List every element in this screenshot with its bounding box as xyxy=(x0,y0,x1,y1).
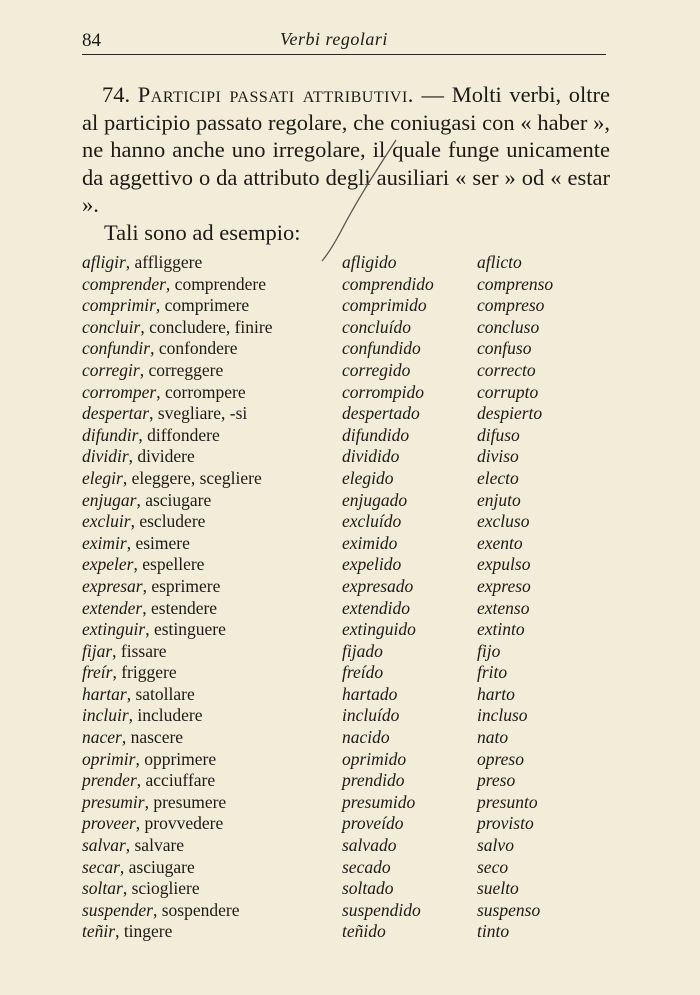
italian-translation: comprendere xyxy=(174,273,267,294)
verb-row xyxy=(82,705,622,727)
regular-participle: oprimido xyxy=(342,748,407,769)
verb-row xyxy=(82,554,622,576)
regular-participle: difundido xyxy=(342,424,410,445)
italian-translation: provvedere xyxy=(144,813,224,834)
regular-participle: teñido xyxy=(342,921,386,942)
spanish-infinitive: expeler xyxy=(82,554,134,575)
italian-translation: sospendere xyxy=(161,899,240,920)
regular-participle: dividido xyxy=(342,446,400,467)
infinitive-cell: enjugar, asciugare xyxy=(82,489,212,510)
verb-row xyxy=(82,641,622,663)
irregular-participle: extinto xyxy=(477,619,525,640)
regular-participle: presumido xyxy=(342,791,416,812)
italian-translation: tingere xyxy=(123,921,173,942)
italian-translation: affliggere xyxy=(134,252,203,272)
infinitive-cell: eximir, esimere xyxy=(82,532,190,553)
regular-participle: hartado xyxy=(342,683,398,704)
verb-row xyxy=(82,360,622,382)
irregular-participle: corrupto xyxy=(477,381,539,402)
italian-translation: diffondere xyxy=(147,424,220,445)
verb-row xyxy=(82,576,622,598)
irregular-participle: expreso xyxy=(477,575,531,596)
regular-participle: suspendido xyxy=(342,899,421,920)
page-number: 84 xyxy=(82,30,101,51)
infinitive-cell: confundir, confondere xyxy=(82,338,238,359)
irregular-participle: diviso xyxy=(477,446,519,467)
irregular-participle: tinto xyxy=(477,921,510,942)
regular-participle: extinguido xyxy=(342,619,416,640)
spanish-infinitive: corregir xyxy=(82,359,140,380)
spanish-infinitive: excluir xyxy=(82,511,131,532)
regular-participle: freído xyxy=(342,662,384,683)
spanish-infinitive: nacer xyxy=(82,727,122,748)
infinitive-cell: suspender, sospendere xyxy=(82,899,240,920)
verb-row xyxy=(82,252,622,274)
irregular-participle: nato xyxy=(477,727,509,748)
irregular-participle: preso xyxy=(477,770,516,791)
infinitive-cell: corregir, correggere xyxy=(82,359,224,380)
spanish-infinitive: hartar xyxy=(82,683,127,704)
verb-row xyxy=(82,274,622,296)
spanish-infinitive: dividir xyxy=(82,446,129,467)
spanish-infinitive: freír xyxy=(82,662,113,683)
infinitive-cell: proveer, provvedere xyxy=(82,813,224,834)
italian-translation: nascere xyxy=(130,727,184,748)
verb-row xyxy=(82,684,622,706)
pen-mark-annotation xyxy=(318,138,398,263)
verb-row xyxy=(82,813,622,835)
irregular-participle: extenso xyxy=(477,597,530,618)
irregular-participle: confuso xyxy=(477,338,532,359)
heading-dash: — xyxy=(413,82,452,107)
spanish-infinitive: incluir xyxy=(82,705,129,726)
regular-participle: secado xyxy=(342,856,391,877)
infinitive-cell: freír, friggere xyxy=(82,662,177,683)
spanish-infinitive: extinguir xyxy=(82,619,146,640)
regular-participle: expelido xyxy=(342,554,402,575)
spanish-infinitive: prender xyxy=(82,770,137,791)
italian-translation: salvare xyxy=(134,835,185,856)
regular-participle: corregido xyxy=(342,359,411,380)
spanish-infinitive: difundir xyxy=(82,424,139,445)
page-header xyxy=(82,26,606,55)
spanish-infinitive: eximir xyxy=(82,532,127,553)
infinitive-cell: expeler, espellere xyxy=(82,554,205,575)
verb-row xyxy=(82,338,622,360)
regular-participle: salvado xyxy=(342,835,397,856)
infinitive-cell: salvar, salvare xyxy=(82,835,185,856)
regular-participle: despertado xyxy=(342,403,420,424)
regular-participle: enjugado xyxy=(342,489,408,510)
regular-participle: expresado xyxy=(342,575,414,596)
irregular-participle: frito xyxy=(477,662,508,683)
verb-row xyxy=(82,295,622,317)
verb-row xyxy=(82,511,622,533)
spanish-infinitive: confundir xyxy=(82,338,151,359)
irregular-participle: electo xyxy=(477,467,519,488)
regular-participle: soltado xyxy=(342,878,394,899)
italian-translation: correggere xyxy=(148,359,224,380)
regular-participle: excluído xyxy=(342,511,402,532)
irregular-participle: harto xyxy=(477,683,515,704)
spanish-infinitive: corromper xyxy=(82,381,157,402)
infinitive-cell: incluir, includere xyxy=(82,705,203,726)
italian-translation: eleggere, scegliere xyxy=(131,467,262,488)
irregular-participle: difuso xyxy=(477,424,520,445)
infinitive-cell: comprimir, comprimere xyxy=(82,295,250,316)
infinitive-cell: secar, asciugare xyxy=(82,856,195,877)
infinitive-cell: dividir, dividere xyxy=(82,446,195,467)
italian-translation: espellere xyxy=(142,554,205,575)
regular-participle: extendido xyxy=(342,597,411,618)
verb-list xyxy=(82,252,622,943)
infinitive-cell: extender, estendere xyxy=(82,597,218,618)
regular-participle: comprendido xyxy=(342,273,434,294)
italian-translation: confondere xyxy=(158,338,238,359)
regular-participle: comprimido xyxy=(342,295,427,316)
regular-participle: nacido xyxy=(342,727,390,748)
verb-row xyxy=(82,533,622,555)
spanish-infinitive: presumir xyxy=(82,791,145,812)
section-heading: Participi passati attributivi. xyxy=(137,82,414,107)
infinitive-cell: extinguir, estinguere xyxy=(82,619,226,640)
verb-row xyxy=(82,619,622,641)
spanish-infinitive: proveer xyxy=(82,813,136,834)
irregular-participle: seco xyxy=(477,856,509,877)
infinitive-cell: soltar, sciogliere xyxy=(82,878,200,899)
irregular-participle: comprenso xyxy=(477,273,554,294)
infinitive-cell: corromper, corrompere xyxy=(82,381,246,402)
verb-row xyxy=(82,727,622,749)
spanish-infinitive: fijar xyxy=(82,640,113,661)
italian-translation: acciuffare xyxy=(145,770,216,791)
italian-translation: satollare xyxy=(135,683,195,704)
spanish-infinitive: elegir xyxy=(82,467,123,488)
spanish-infinitive: teñir xyxy=(82,921,116,942)
spanish-infinitive: soltar xyxy=(82,878,123,899)
regular-participle: corrompido xyxy=(342,381,424,402)
infinitive-cell: comprender, comprendere xyxy=(82,273,267,294)
italian-translation: opprimere xyxy=(144,748,217,769)
infinitive-cell: despertar, svegliare, -si xyxy=(82,403,248,424)
infinitive-cell: nacer, nascere xyxy=(82,727,184,748)
irregular-participle: exento xyxy=(477,532,523,553)
infinitive-cell: hartar, satollare xyxy=(82,683,195,704)
verb-row xyxy=(82,770,622,792)
regular-participle: fijado xyxy=(342,640,383,661)
verb-row xyxy=(82,878,622,900)
spanish-infinitive: secar xyxy=(82,856,120,877)
verb-row xyxy=(82,425,622,447)
verb-row xyxy=(82,749,622,771)
verb-row xyxy=(82,382,622,404)
infinitive-cell: teñir, tingere xyxy=(82,921,173,942)
spanish-infinitive: salvar xyxy=(82,835,126,856)
infinitive-cell: concluir, concludere, finire xyxy=(82,316,273,337)
spanish-infinitive: concluir xyxy=(82,316,141,337)
verb-row xyxy=(82,468,622,490)
spanish-infinitive: oprimir xyxy=(82,748,136,769)
italian-translation: presumere xyxy=(153,791,227,812)
italian-translation: svegliare, -si xyxy=(157,403,248,424)
section-number: 74. xyxy=(102,82,131,107)
verb-row xyxy=(82,317,622,339)
regular-participle: proveído xyxy=(342,813,404,834)
section-body: Molti verbi, oltre al participio passato regolare, che coniugasi con « haber », ne hanno anche uno irregolare, il quale funge unicamente da aggettivo o da attributo degli ausiliari « ser » od « estar ». xyxy=(82,82,611,217)
regular-participle: elegido xyxy=(342,467,394,488)
irregular-participle: despierto xyxy=(477,403,543,424)
list-lead-text: Tali sono ad esempio: xyxy=(104,220,301,245)
irregular-participle: suelto xyxy=(477,878,519,899)
verb-row xyxy=(82,446,622,468)
spanish-infinitive: extender xyxy=(82,597,143,618)
irregular-participle: concluso xyxy=(477,316,540,337)
verb-row xyxy=(82,792,622,814)
irregular-participle: presunto xyxy=(477,791,538,812)
italian-translation: friggere xyxy=(121,662,177,683)
regular-participle: incluído xyxy=(342,705,400,726)
running-title: Verbi regolari xyxy=(280,29,388,49)
verb-row xyxy=(82,662,622,684)
spanish-infinitive: despertar xyxy=(82,403,150,424)
irregular-participle: provisto xyxy=(477,813,534,834)
spanish-infinitive: comprimir xyxy=(82,295,156,316)
italian-translation: includere xyxy=(137,705,203,726)
irregular-participle: incluso xyxy=(477,705,528,726)
italian-translation: estinguere xyxy=(153,619,226,640)
italian-translation: estendere xyxy=(151,597,218,618)
infinitive-cell: elegir, eleggere, scegliere xyxy=(82,467,262,488)
infinitive-cell: afligir, affliggere xyxy=(82,252,203,272)
irregular-participle: expulso xyxy=(477,554,531,575)
italian-translation: dividere xyxy=(137,446,195,467)
italian-translation: esprimere xyxy=(151,575,221,596)
irregular-participle: enjuto xyxy=(477,489,521,510)
irregular-participle: excluso xyxy=(477,511,530,532)
infinitive-cell: oprimir, opprimere xyxy=(82,748,217,769)
verb-row xyxy=(82,857,622,879)
italian-translation: asciugare xyxy=(128,856,195,877)
italian-translation: esimere xyxy=(135,532,190,553)
italian-translation: asciugare xyxy=(145,489,212,510)
regular-participle: afligido xyxy=(342,252,397,272)
irregular-participle: suspenso xyxy=(477,899,541,920)
verb-row xyxy=(82,921,622,943)
regular-participle: concluído xyxy=(342,316,412,337)
verb-row xyxy=(82,598,622,620)
regular-participle: eximido xyxy=(342,532,398,553)
regular-participle: prendido xyxy=(342,770,405,791)
infinitive-cell: prender, acciuffare xyxy=(82,770,216,791)
italian-translation: comprimere xyxy=(164,295,250,316)
spanish-infinitive: comprender xyxy=(82,273,166,294)
italian-translation: fissare xyxy=(120,640,167,661)
irregular-participle: compreso xyxy=(477,295,545,316)
regular-participle: confundido xyxy=(342,338,421,359)
italian-translation: concludere, finire xyxy=(149,316,273,337)
infinitive-cell: excluir, escludere xyxy=(82,511,206,532)
italian-translation: sciogliere xyxy=(131,878,200,899)
infinitive-cell: expresar, esprimere xyxy=(82,575,221,596)
irregular-participle: fijo xyxy=(477,640,501,661)
verb-row xyxy=(82,835,622,857)
spanish-infinitive: suspender xyxy=(82,899,153,920)
verb-row xyxy=(82,900,622,922)
italian-translation: corrompere xyxy=(164,381,246,402)
verb-row xyxy=(82,490,622,512)
infinitive-cell: difundir, diffondere xyxy=(82,424,220,445)
spanish-infinitive: afligir xyxy=(82,252,126,272)
spanish-infinitive: enjugar xyxy=(82,489,137,510)
irregular-participle: correcto xyxy=(477,359,536,380)
irregular-participle: opreso xyxy=(477,748,524,769)
infinitive-cell: fijar, fissare xyxy=(82,640,167,661)
verb-row xyxy=(82,403,622,425)
infinitive-cell: presumir, presumere xyxy=(82,791,227,812)
irregular-participle: aflicto xyxy=(477,252,522,272)
italian-translation: escludere xyxy=(139,511,206,532)
spanish-infinitive: expresar xyxy=(82,575,143,596)
irregular-participle: salvo xyxy=(477,835,514,856)
